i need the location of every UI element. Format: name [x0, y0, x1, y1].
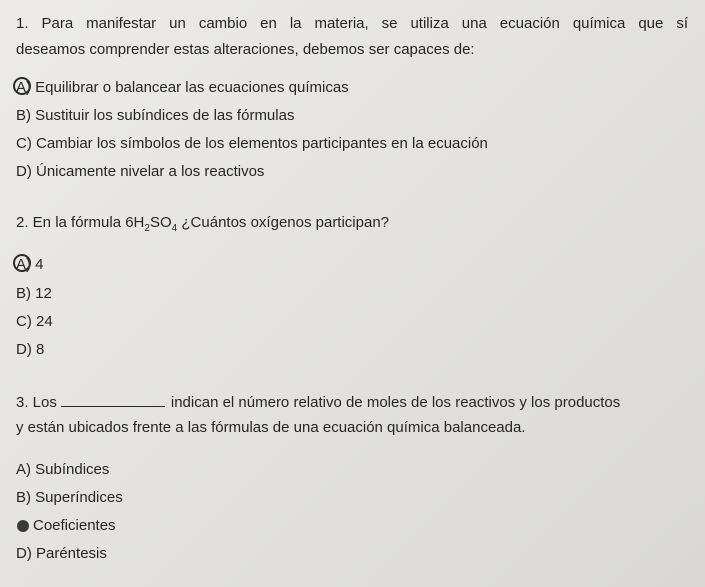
q2-option-b-text: 12 — [31, 285, 52, 302]
q2-formula-part-a: 6H — [125, 214, 145, 231]
q2-formula-part-b: SO — [149, 214, 172, 231]
q2-option-b-letter: B) — [16, 285, 31, 302]
q1-stem-line2: deseamos comprender estas alteraciones, debemos ser capaces de: — [16, 41, 475, 58]
q3-option-b — [16, 489, 123, 507]
q3-stem-line1 — [16, 392, 620, 412]
q2-stem-prefix: 2. En la fórmula — [16, 214, 126, 231]
q3-option-a-text: Subíndices — [31, 461, 110, 478]
q3-option-d-letter: D) — [16, 545, 32, 562]
q1-option-d — [16, 163, 264, 181]
q1-stem-line1: 1. Para manifestar un cambio en la materia, se utiliza una ecuación química que sí — [16, 15, 688, 32]
q1-option-a-text: Equilibrar o balancear las ecuaciones químicas — [31, 79, 349, 96]
q3-option-a — [16, 461, 109, 479]
q2-option-b — [16, 285, 52, 303]
q1-option-b-text: Sustituir los subíndices de las fórmulas — [31, 107, 295, 124]
q2-option-a-text: 4 — [31, 256, 44, 273]
q2-formula — [125, 214, 178, 234]
q2-stem — [16, 214, 389, 238]
q3-option-c-text: Coeficientes — [33, 517, 116, 534]
q1-option-a — [16, 79, 349, 97]
q3-option-d-text: Paréntesis — [31, 545, 107, 562]
q2-option-a — [16, 256, 44, 274]
q3-stem-suffix: indican el número relativo de moles de los reactivos y los productos — [170, 394, 621, 411]
q1-option-d-text: Únicamente nivelar a los reactivos — [31, 163, 265, 180]
q3-option-b-text: Superíndices — [31, 489, 123, 506]
q3-option-c-mark — [17, 520, 29, 532]
q3-option-d — [16, 545, 107, 563]
q3-option-c — [16, 517, 116, 535]
q3-stem-line2: y están ubicados frente a las fórmulas de una ecuación química balanceada. — [16, 419, 526, 436]
q2-option-c — [16, 313, 53, 331]
q1-option-b — [16, 107, 294, 125]
q1-option-c-letter: C) — [16, 135, 32, 152]
q2-option-c-text: 24 — [31, 313, 53, 330]
q1-option-c — [16, 135, 488, 153]
q3-option-b-letter: B) — [16, 489, 31, 506]
q3-option-a-letter: A) — [16, 461, 31, 478]
q2-option-a-letter: A) — [16, 256, 31, 273]
q3-stem-prefix: 3. Los — [16, 394, 57, 411]
q3-answer-blank — [61, 392, 165, 407]
q2-formula-sub-b: 4 — [171, 223, 178, 234]
q2-stem-suffix: ¿Cuántos oxígenos participan? — [177, 214, 390, 231]
q2-formula-sub-a: 2 — [144, 223, 150, 234]
q2-option-d-text: 8 — [31, 341, 45, 358]
q2-option-d — [16, 341, 44, 359]
q2-option-d-letter: D) — [16, 341, 32, 358]
q1-option-d-letter: D) — [16, 163, 32, 180]
q1-option-c-text: Cambiar los símbolos de los elementos participantes en la ecuación — [31, 135, 488, 152]
q1-option-b-letter: B) — [16, 107, 31, 124]
q1-option-a-letter: A) — [16, 79, 31, 96]
q2-option-c-letter: C) — [16, 313, 32, 330]
